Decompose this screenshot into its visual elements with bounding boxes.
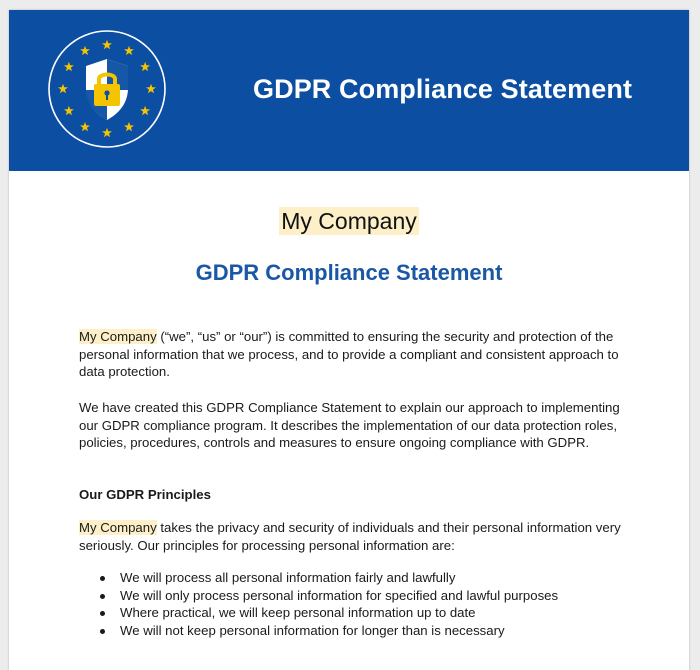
intro-text: (“we”, “us” or “our”) is committed to ensuring the security and protection of the personal information that we process, and to provide a compliant and consistent approach to data protection. bbox=[79, 329, 619, 379]
principles-list bbox=[79, 569, 639, 639]
list-item bbox=[79, 604, 639, 622]
document-title: GDPR Compliance Statement bbox=[195, 260, 503, 285]
company-name bbox=[9, 208, 689, 235]
list-item bbox=[79, 569, 639, 587]
list-item bbox=[79, 587, 639, 605]
intro-paragraph bbox=[79, 328, 639, 381]
list-item bbox=[79, 622, 639, 640]
company-ref: My Company bbox=[79, 329, 157, 344]
principles-intro bbox=[79, 519, 639, 554]
bullet-icon bbox=[100, 611, 105, 616]
header-banner bbox=[9, 10, 689, 171]
list-item-text: We will not keep personal information for longer than is necessary bbox=[120, 622, 505, 638]
document-page bbox=[9, 10, 689, 670]
approach-paragraph: We have created this GDPR Compliance Statement to explain our approach to implementing our GDPR compliance program. It describes the implementation of our data protection roles, policies, procedures, controls and measures to ensure ongoing compliance with GDPR. bbox=[79, 400, 620, 450]
principles-intro-text: takes the privacy and security of individuals and their personal information very seriously. Our principles for processing personal information are: bbox=[79, 520, 621, 553]
company-ref: My Company bbox=[79, 520, 157, 535]
eu-shield-lock-icon bbox=[46, 28, 168, 150]
list-item-text: Where practical, we will keep personal information up to date bbox=[120, 605, 476, 620]
company-name-text: My Company bbox=[281, 208, 417, 234]
banner-title: GDPR Compliance Statement bbox=[253, 74, 633, 104]
bullet-icon bbox=[100, 629, 105, 634]
list-item-text: We will process all personal information fairly and lawfully bbox=[120, 570, 456, 585]
principles-heading: Our GDPR Principles bbox=[79, 487, 211, 502]
list-item-text: We will only process personal information for specified and lawful purposes bbox=[120, 587, 559, 603]
bullet-icon bbox=[100, 594, 105, 599]
bullet-icon bbox=[100, 576, 105, 581]
